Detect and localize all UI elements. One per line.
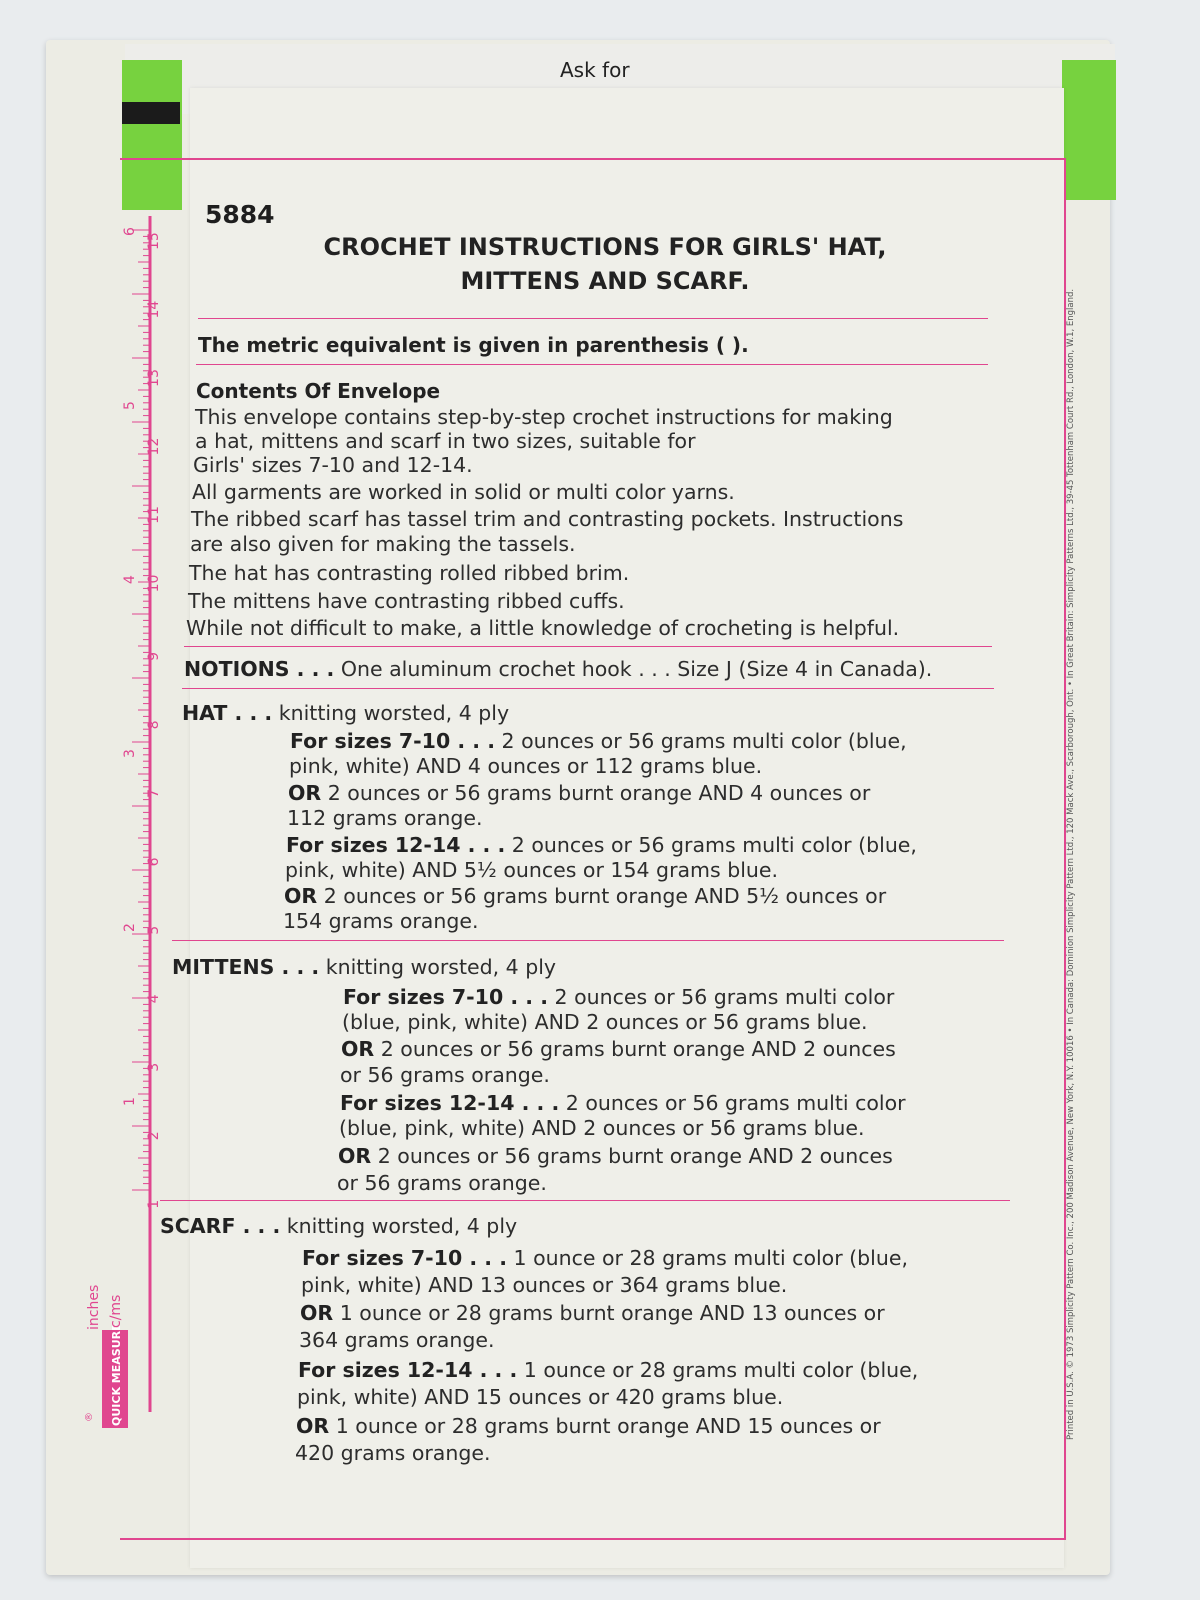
mittens-or-2-cont: or 56 grams orange. bbox=[337, 1171, 547, 1195]
size-text: 2 ounces or 56 grams multi color (blue, bbox=[501, 729, 907, 753]
ruler-inch-label: 6 bbox=[122, 227, 138, 236]
mittens-label: MITTENS . . . bbox=[172, 955, 320, 979]
ruler-inch-label: 4 bbox=[122, 575, 138, 584]
ruler-cm-label: 9 bbox=[146, 651, 162, 661]
metric-note: The metric equivalent is given in parenthesis ( ). bbox=[198, 333, 749, 357]
divider bbox=[198, 318, 988, 319]
ruler-units-cms: c/ms bbox=[108, 1294, 124, 1328]
quick-measure-label: QUICK MEASURE bbox=[110, 1323, 123, 1426]
notions-label: NOTIONS . . . bbox=[184, 657, 335, 681]
contents-line: This envelope contains step-by-step crochet instructions for making bbox=[195, 405, 893, 429]
ruler-cm-label: 2 bbox=[146, 1131, 162, 1141]
ruler-cm-label: 5 bbox=[146, 925, 162, 935]
contents-line: a hat, mittens and scarf in two sizes, suitable for bbox=[195, 429, 696, 453]
or-label: OR bbox=[341, 1037, 375, 1061]
mittens-or-1-cont: or 56 grams orange. bbox=[340, 1063, 550, 1087]
title-line-2: MITTENS AND SCARF. bbox=[460, 267, 750, 295]
hat-label: HAT . . . bbox=[182, 701, 273, 725]
or-label: OR bbox=[338, 1144, 372, 1168]
pattern-number: 5884 bbox=[205, 200, 275, 229]
divider bbox=[184, 646, 992, 647]
scarf-heading bbox=[160, 1213, 517, 1239]
divider bbox=[182, 688, 994, 689]
mittens-heading bbox=[172, 954, 556, 980]
contents-heading: Contents Of Envelope bbox=[196, 379, 441, 403]
scarf-yarn: knitting worsted, 4 ply bbox=[286, 1214, 518, 1238]
or-label: OR bbox=[296, 1414, 330, 1438]
contents-line: All garments are worked in solid or multi color yarns. bbox=[192, 480, 735, 504]
ruler-units-inches: inches bbox=[86, 1284, 102, 1330]
scarf-size-1-cont: pink, white) AND 13 ounces or 364 grams blue. bbox=[301, 1273, 788, 1297]
or-label: OR bbox=[288, 781, 322, 805]
or-text: 2 ounces or 56 grams burnt orange AND 5½ ounces or bbox=[323, 884, 887, 908]
or-text: 2 ounces or 56 grams burnt orange AND 2 ounces bbox=[380, 1037, 896, 1061]
page-title bbox=[290, 230, 920, 298]
contents-line: Girls' sizes 7-10 and 12-14. bbox=[193, 453, 473, 477]
ruler-inch-label: 3 bbox=[122, 749, 138, 758]
contents-line: The mittens have contrasting ribbed cuffs. bbox=[188, 589, 625, 613]
mittens-or-1 bbox=[341, 1036, 896, 1062]
ruler-cm-label: 7 bbox=[146, 788, 162, 798]
divider bbox=[172, 940, 1004, 941]
size-label: For sizes 7-10 . . . bbox=[302, 1246, 507, 1270]
divider bbox=[196, 364, 988, 365]
ruler-inch-label: 5 bbox=[122, 401, 138, 410]
ruler-cm-label: 8 bbox=[146, 720, 162, 730]
scarf-label: SCARF . . . bbox=[160, 1214, 281, 1238]
ruler-cm-label: 12 bbox=[146, 437, 162, 456]
ruler-cm-label: 15 bbox=[146, 232, 162, 250]
scarf-or-2-cont: 420 grams orange. bbox=[295, 1441, 491, 1465]
ruler-inch-label: 2 bbox=[122, 923, 138, 932]
mittens-size-1-cont: (blue, pink, white) AND 2 ounces or 56 grams blue. bbox=[342, 1010, 868, 1034]
hat-size-1-cont: pink, white) AND 4 ounces or 112 grams blue. bbox=[289, 754, 763, 778]
size-label: For sizes 7-10 . . . bbox=[343, 985, 548, 1009]
divider bbox=[160, 1200, 1010, 1201]
hat-size-1 bbox=[290, 728, 907, 754]
hat-or-1-cont: 112 grams orange. bbox=[287, 806, 483, 830]
hat-or-2 bbox=[284, 883, 886, 909]
or-label: OR bbox=[284, 884, 318, 908]
hat-heading bbox=[182, 700, 509, 726]
size-label: For sizes 12-14 . . . bbox=[286, 833, 506, 857]
scarf-size-2-cont: pink, white) AND 15 ounces or 420 grams blue. bbox=[297, 1385, 784, 1409]
ruler-inch-label: 1 bbox=[122, 1097, 138, 1106]
ruler-cm-label: 3 bbox=[146, 1062, 162, 1072]
mittens-or-2 bbox=[338, 1143, 893, 1169]
mittens-yarn: knitting worsted, 4 ply bbox=[325, 955, 557, 979]
hat-or-1 bbox=[288, 780, 870, 806]
size-text: 2 ounces or 56 grams multi color bbox=[565, 1091, 906, 1115]
notions-text: One aluminum crochet hook . . . Size J (Size 4 in Canada). bbox=[340, 657, 933, 681]
ruler-cm-label: 4 bbox=[146, 994, 162, 1004]
mittens-size-2-cont: (blue, pink, white) AND 2 ounces or 56 grams blue. bbox=[339, 1116, 865, 1140]
ruler-cm-label: 10 bbox=[146, 574, 162, 593]
contents-line: While not difficult to make, a little knowledge of crocheting is helpful. bbox=[186, 616, 900, 640]
hat-size-2 bbox=[286, 832, 917, 858]
contents-line: The ribbed scarf has tassel trim and contrasting pockets. Instructions bbox=[191, 507, 904, 531]
scarf-size-2 bbox=[298, 1357, 918, 1383]
notions-row bbox=[184, 656, 932, 682]
or-text: 1 ounce or 28 grams burnt orange AND 15 ounces or bbox=[335, 1414, 881, 1438]
mittens-size-2 bbox=[340, 1090, 906, 1116]
ruler-cm-label: 11 bbox=[146, 506, 162, 524]
registered-mark: ® bbox=[84, 1412, 95, 1422]
size-text: 1 ounce or 28 grams multi color (blue, bbox=[513, 1246, 908, 1270]
title-line-1: CROCHET INSTRUCTIONS FOR GIRLS' HAT, bbox=[323, 233, 887, 261]
contents-line: The hat has contrasting rolled ribbed brim. bbox=[189, 561, 630, 585]
or-text: 1 ounce or 28 grams burnt orange AND 13 ounces or bbox=[339, 1301, 885, 1325]
scarf-or-1-cont: 364 grams orange. bbox=[299, 1328, 495, 1352]
size-text: 2 ounces or 56 grams multi color bbox=[554, 985, 895, 1009]
scarf-or-2 bbox=[296, 1413, 881, 1439]
or-text: 2 ounces or 56 grams burnt orange AND 2 ounces bbox=[377, 1144, 893, 1168]
ruler-cm-label: 14 bbox=[146, 300, 162, 319]
size-label: For sizes 7-10 . . . bbox=[290, 729, 495, 753]
scarf-size-1 bbox=[302, 1245, 908, 1271]
or-label: OR bbox=[300, 1301, 334, 1325]
scarf-or-1 bbox=[300, 1300, 885, 1326]
hat-size-2-cont: pink, white) AND 5½ ounces or 154 grams blue. bbox=[285, 858, 779, 882]
mittens-size-1 bbox=[343, 984, 894, 1010]
ruler-cm-label: 13 bbox=[146, 369, 162, 387]
contents-line: are also given for making the tassels. bbox=[190, 532, 576, 556]
ruler-cm-label: 6 bbox=[146, 857, 162, 867]
size-label: For sizes 12-14 . . . bbox=[340, 1091, 560, 1115]
hat-or-2-cont: 154 grams orange. bbox=[283, 909, 479, 933]
ask-for-text: Ask for bbox=[560, 58, 630, 82]
copyright-side-text: Printed in U.S.A. © 1973 Simplicity Pattern Co. Inc., 200 Madison Avenue, New York, N.Y. 10016 • In Canada: Dominion Simplicity Pattern Ltd., 120 Mack Ave., Scarborough, Ont. • In Great Britain: Simplicity Patterns Ltd., 39-45 Tottenham Court Rd., London, W.1, England. bbox=[1066, 288, 1076, 1440]
or-text: 2 ounces or 56 grams burnt orange AND 4 ounces or bbox=[327, 781, 871, 805]
hat-yarn: knitting worsted, 4 ply bbox=[278, 701, 510, 725]
size-text: 2 ounces or 56 grams multi color (blue, bbox=[511, 833, 917, 857]
ruler-cm-label: 1 bbox=[146, 1199, 162, 1209]
size-text: 1 ounce or 28 grams multi color (blue, bbox=[523, 1358, 919, 1382]
size-label: For sizes 12-14 . . . bbox=[298, 1358, 518, 1382]
